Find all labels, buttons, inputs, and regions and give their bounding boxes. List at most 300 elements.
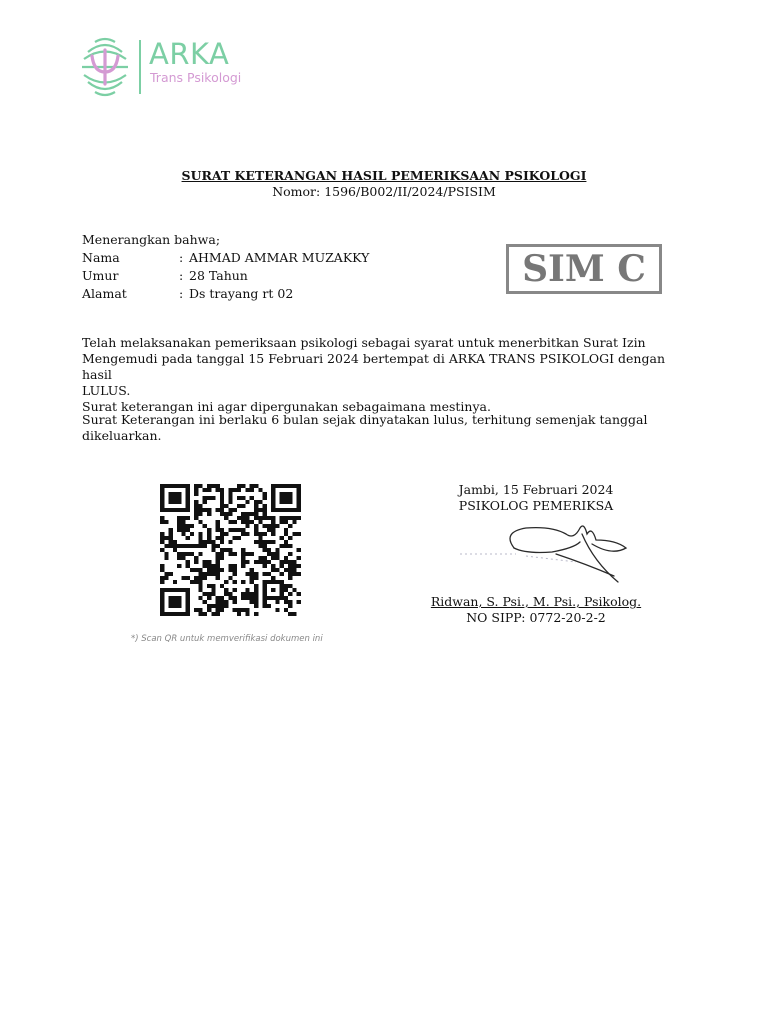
qr-module bbox=[207, 488, 211, 492]
qr-module bbox=[228, 496, 232, 500]
qr-module bbox=[181, 552, 185, 556]
qr-module bbox=[280, 500, 284, 504]
qr-module bbox=[288, 600, 292, 604]
qr-module bbox=[228, 528, 232, 532]
qr-module bbox=[245, 588, 249, 592]
qr-module bbox=[203, 500, 207, 504]
qr-module bbox=[263, 496, 267, 500]
qr-module bbox=[216, 596, 220, 600]
qr-module bbox=[207, 608, 211, 612]
qr-module bbox=[173, 588, 177, 592]
qr-module bbox=[254, 600, 258, 604]
qr-module bbox=[203, 488, 207, 492]
qr-module bbox=[284, 520, 288, 524]
qr-module bbox=[181, 516, 185, 520]
qr-module bbox=[245, 524, 249, 528]
qr-module bbox=[186, 488, 190, 492]
qr-module bbox=[297, 492, 301, 496]
qr-module bbox=[198, 552, 202, 556]
qr-module bbox=[280, 580, 284, 584]
qr-module bbox=[297, 564, 301, 568]
license-type-box bbox=[506, 244, 662, 294]
qr-module bbox=[198, 612, 202, 616]
qr-module bbox=[181, 484, 185, 488]
qr-module bbox=[284, 532, 288, 536]
qr-module bbox=[220, 528, 224, 532]
qr-module bbox=[250, 580, 254, 584]
qr-module bbox=[284, 492, 288, 496]
qr-module bbox=[169, 596, 173, 600]
statement-paragraph bbox=[82, 335, 694, 415]
qr-module bbox=[250, 552, 254, 556]
qr-module bbox=[292, 520, 296, 524]
qr-module bbox=[216, 488, 220, 492]
qr-module bbox=[233, 568, 237, 572]
field-label: Umur bbox=[82, 268, 119, 283]
qr-module bbox=[160, 484, 164, 488]
qr-module bbox=[292, 612, 296, 616]
qr-module bbox=[194, 544, 198, 548]
document-number: Nomor: 1596/B002/II/2024/PSISIM bbox=[272, 184, 496, 199]
field-row-alamat bbox=[82, 286, 293, 301]
qr-module bbox=[280, 596, 284, 600]
qr-module bbox=[211, 540, 215, 544]
qr-module bbox=[194, 568, 198, 572]
qr-module bbox=[211, 612, 215, 616]
qr-module bbox=[275, 568, 279, 572]
qr-module bbox=[207, 560, 211, 564]
qr-module bbox=[160, 592, 164, 596]
qr-module bbox=[297, 548, 301, 552]
qr-module bbox=[186, 528, 190, 532]
qr-module bbox=[284, 600, 288, 604]
qr-module bbox=[169, 572, 173, 576]
qr-module bbox=[186, 592, 190, 596]
qr-module bbox=[207, 596, 211, 600]
qr-module bbox=[173, 508, 177, 512]
qr-module bbox=[254, 612, 258, 616]
qr-module bbox=[280, 572, 284, 576]
qr-module bbox=[220, 488, 224, 492]
qr-module bbox=[203, 564, 207, 568]
qr-module bbox=[194, 560, 198, 564]
qr-module bbox=[241, 516, 245, 520]
qr-module bbox=[280, 564, 284, 568]
qr-module bbox=[173, 540, 177, 544]
qr-module bbox=[284, 596, 288, 600]
qr-module bbox=[177, 552, 181, 556]
qr-module bbox=[198, 608, 202, 612]
qr-module bbox=[284, 560, 288, 564]
qr-module bbox=[211, 584, 215, 588]
qr-module bbox=[271, 504, 275, 508]
qr-module bbox=[164, 588, 168, 592]
qr-module bbox=[284, 496, 288, 500]
field-row-nama bbox=[82, 250, 369, 265]
qr-module bbox=[207, 604, 211, 608]
qr-module bbox=[220, 600, 224, 604]
qr-module bbox=[203, 612, 207, 616]
qr-module bbox=[288, 612, 292, 616]
qr-module bbox=[267, 580, 271, 584]
qr-module bbox=[233, 552, 237, 556]
qr-module bbox=[190, 580, 194, 584]
signature-role: PSIKOLOG PEMERIKSA bbox=[458, 498, 614, 513]
qr-module bbox=[271, 588, 275, 592]
qr-module bbox=[254, 500, 258, 504]
qr-module bbox=[220, 604, 224, 608]
qr-module bbox=[173, 548, 177, 552]
qr-module bbox=[263, 512, 267, 516]
validity-line: dikeluarkan. bbox=[82, 428, 162, 443]
qr-module bbox=[216, 612, 220, 616]
qr-module bbox=[228, 548, 232, 552]
qr-module bbox=[250, 484, 254, 488]
statement-line: Surat keterangan ini agar dipergunakan sebagaimana mestinya. bbox=[82, 399, 491, 414]
qr-module bbox=[254, 516, 258, 520]
qr-module bbox=[288, 576, 292, 580]
qr-module bbox=[267, 548, 271, 552]
qr-module bbox=[224, 588, 228, 592]
qr-module bbox=[280, 592, 284, 596]
qr-module bbox=[198, 520, 202, 524]
qr-module bbox=[194, 488, 198, 492]
qr-module bbox=[169, 588, 173, 592]
qr-module bbox=[220, 504, 224, 508]
qr-module bbox=[164, 552, 168, 556]
qr-module bbox=[160, 496, 164, 500]
qr-module bbox=[233, 580, 237, 584]
qr-module bbox=[241, 564, 245, 568]
qr-module bbox=[263, 604, 267, 608]
qr-module bbox=[233, 488, 237, 492]
qr-module bbox=[258, 532, 262, 536]
qr-module bbox=[284, 540, 288, 544]
qr-module bbox=[207, 484, 211, 488]
qr-module bbox=[271, 528, 275, 532]
qr-module bbox=[190, 532, 194, 536]
qr-module bbox=[258, 500, 262, 504]
qr-module bbox=[186, 560, 190, 564]
qr-module bbox=[271, 500, 275, 504]
qr-module bbox=[181, 544, 185, 548]
qr-module bbox=[220, 568, 224, 572]
qr-module bbox=[271, 540, 275, 544]
qr-module bbox=[233, 596, 237, 600]
qr-module bbox=[228, 592, 232, 596]
qr-module bbox=[160, 492, 164, 496]
qr-module bbox=[250, 520, 254, 524]
qr-module bbox=[271, 492, 275, 496]
qr-module bbox=[288, 536, 292, 540]
qr-module bbox=[275, 556, 279, 560]
qr-module bbox=[284, 568, 288, 572]
qr-module bbox=[198, 512, 202, 516]
validity-line: Surat Keterangan ini berlaku 6 bulan sejak dinyatakan lulus, terhitung semenjak tanggal bbox=[82, 412, 648, 427]
qr-module bbox=[280, 516, 284, 520]
qr-module bbox=[288, 564, 292, 568]
qr-module bbox=[263, 532, 267, 536]
qr-module bbox=[275, 608, 279, 612]
qr-module bbox=[177, 556, 181, 560]
qr-module bbox=[241, 596, 245, 600]
qr-module bbox=[186, 564, 190, 568]
qr-module bbox=[220, 540, 224, 544]
qr-module bbox=[258, 536, 262, 540]
qr-module bbox=[241, 548, 245, 552]
qr-module bbox=[288, 584, 292, 588]
qr-module bbox=[228, 568, 232, 572]
qr-module bbox=[241, 592, 245, 596]
qr-module bbox=[160, 568, 164, 572]
qr-module bbox=[216, 484, 220, 488]
qr-module bbox=[173, 484, 177, 488]
qr-module bbox=[164, 572, 168, 576]
qr-module bbox=[190, 568, 194, 572]
qr-code-icon[interactable] bbox=[160, 484, 301, 616]
qr-module bbox=[271, 516, 275, 520]
qr-module bbox=[292, 572, 296, 576]
qr-module bbox=[245, 608, 249, 612]
qr-module bbox=[245, 532, 249, 536]
qr-module bbox=[267, 540, 271, 544]
qr-module bbox=[186, 496, 190, 500]
field-colon: : bbox=[179, 250, 184, 265]
qr-module bbox=[288, 508, 292, 512]
qr-module bbox=[160, 608, 164, 612]
logo-subtitle: Trans Psikologi bbox=[150, 70, 242, 85]
qr-module bbox=[164, 576, 168, 580]
qr-module bbox=[284, 556, 288, 560]
qr-module bbox=[233, 608, 237, 612]
qr-module bbox=[186, 596, 190, 600]
qr-module bbox=[271, 496, 275, 500]
qr-module bbox=[173, 612, 177, 616]
qr-module bbox=[250, 496, 254, 500]
qr-module bbox=[207, 540, 211, 544]
qr-module bbox=[169, 508, 173, 512]
qr-module bbox=[258, 556, 262, 560]
qr-module bbox=[186, 552, 190, 556]
qr-module bbox=[207, 564, 211, 568]
field-value: 28 Tahun bbox=[189, 268, 248, 283]
qr-module bbox=[284, 516, 288, 520]
qr-module bbox=[280, 496, 284, 500]
qr-module bbox=[241, 552, 245, 556]
qr-module bbox=[263, 524, 267, 528]
qr-module bbox=[254, 592, 258, 596]
qr-module bbox=[254, 576, 258, 580]
qr-module bbox=[169, 612, 173, 616]
license-type: SIM C bbox=[522, 248, 646, 290]
qr-module bbox=[258, 508, 262, 512]
qr-module bbox=[207, 568, 211, 572]
qr-module bbox=[263, 556, 267, 560]
qr-module bbox=[254, 484, 258, 488]
qr-module bbox=[173, 492, 177, 496]
qr-module bbox=[224, 516, 228, 520]
logo-name: ARKA bbox=[149, 37, 230, 71]
qr-module bbox=[263, 588, 267, 592]
qr-module bbox=[288, 604, 292, 608]
qr-module bbox=[216, 524, 220, 528]
qr-module bbox=[177, 596, 181, 600]
qr-module bbox=[288, 568, 292, 572]
qr-module bbox=[164, 520, 168, 524]
document-title: SURAT KETERANGAN HASIL PEMERIKSAAN PSIKOLOGI bbox=[181, 168, 587, 183]
qr-module bbox=[284, 584, 288, 588]
qr-module bbox=[271, 484, 275, 488]
qr-module bbox=[250, 488, 254, 492]
qr-module bbox=[164, 484, 168, 488]
qr-module bbox=[250, 576, 254, 580]
qr-module bbox=[263, 504, 267, 508]
qr-module bbox=[241, 532, 245, 536]
qr-module bbox=[292, 532, 296, 536]
qr-module bbox=[194, 500, 198, 504]
qr-module bbox=[203, 544, 207, 548]
qr-module bbox=[211, 588, 215, 592]
qr-module bbox=[207, 584, 211, 588]
qr-module bbox=[288, 552, 292, 556]
qr-module bbox=[263, 600, 267, 604]
qr-module bbox=[228, 552, 232, 556]
qr-module bbox=[216, 520, 220, 524]
qr-module bbox=[263, 564, 267, 568]
qr-module bbox=[211, 496, 215, 500]
qr-module bbox=[207, 496, 211, 500]
qr-module bbox=[203, 576, 207, 580]
qr-module bbox=[198, 504, 202, 508]
qr-module bbox=[160, 612, 164, 616]
qr-module bbox=[237, 536, 241, 540]
qr-module bbox=[297, 556, 301, 560]
qr-module bbox=[216, 604, 220, 608]
qr-module bbox=[190, 524, 194, 528]
qr-module bbox=[237, 496, 241, 500]
qr-module bbox=[288, 592, 292, 596]
qr-module bbox=[237, 484, 241, 488]
qr-module bbox=[177, 500, 181, 504]
qr-module bbox=[181, 556, 185, 560]
qr-module bbox=[160, 500, 164, 504]
qr-module bbox=[233, 572, 237, 576]
qr-module bbox=[220, 556, 224, 560]
qr-module bbox=[186, 588, 190, 592]
qr-module bbox=[280, 520, 284, 524]
qr-module bbox=[198, 544, 202, 548]
qr-module bbox=[237, 612, 241, 616]
qr-module bbox=[211, 568, 215, 572]
qr-module bbox=[186, 544, 190, 548]
qr-module bbox=[228, 596, 232, 600]
qr-module bbox=[211, 544, 215, 548]
qr-module bbox=[258, 544, 262, 548]
qr-module bbox=[181, 528, 185, 532]
qr-module bbox=[194, 492, 198, 496]
qr-module bbox=[203, 592, 207, 596]
qr-module bbox=[254, 508, 258, 512]
qr-module bbox=[186, 492, 190, 496]
qr-module bbox=[271, 564, 275, 568]
field-label: Nama bbox=[82, 250, 120, 265]
qr-module bbox=[190, 552, 194, 556]
qr-module bbox=[245, 512, 249, 516]
qr-module bbox=[173, 604, 177, 608]
qr-module bbox=[220, 596, 224, 600]
qr-module bbox=[263, 592, 267, 596]
qr-module bbox=[237, 504, 241, 508]
qr-module bbox=[198, 572, 202, 576]
qr-module bbox=[241, 512, 245, 516]
qr-module bbox=[169, 532, 173, 536]
qr-module bbox=[224, 548, 228, 552]
qr-module bbox=[288, 560, 292, 564]
qr-module bbox=[194, 556, 198, 560]
qr-module bbox=[263, 516, 267, 520]
qr-module bbox=[211, 548, 215, 552]
qr-module bbox=[241, 608, 245, 612]
qr-module bbox=[181, 576, 185, 580]
qr-module bbox=[250, 596, 254, 600]
qr-module bbox=[220, 536, 224, 540]
qr-module bbox=[271, 580, 275, 584]
qr-module bbox=[267, 552, 271, 556]
qr-module bbox=[263, 584, 267, 588]
qr-module bbox=[186, 536, 190, 540]
qr-module bbox=[271, 556, 275, 560]
qr-module bbox=[271, 532, 275, 536]
qr-module bbox=[160, 532, 164, 536]
qr-module bbox=[177, 492, 181, 496]
qr-module bbox=[198, 484, 202, 488]
qr-module bbox=[228, 540, 232, 544]
qr-module bbox=[220, 496, 224, 500]
qr-module bbox=[186, 500, 190, 504]
qr-module bbox=[250, 600, 254, 604]
qr-module bbox=[263, 596, 267, 600]
signature-sipp: NO SIPP: 0772-20-2-2 bbox=[466, 610, 606, 625]
qr-module bbox=[169, 500, 173, 504]
qr-module bbox=[241, 528, 245, 532]
qr-module bbox=[160, 504, 164, 508]
qr-module bbox=[280, 536, 284, 540]
qr-module bbox=[254, 528, 258, 532]
qr-module bbox=[160, 508, 164, 512]
qr-module bbox=[267, 516, 271, 520]
qr-module bbox=[207, 512, 211, 516]
qr-module bbox=[284, 484, 288, 488]
qr-module bbox=[207, 592, 211, 596]
qr-module bbox=[263, 548, 267, 552]
qr-module bbox=[237, 516, 241, 520]
qr-module bbox=[203, 524, 207, 528]
qr-module bbox=[271, 488, 275, 492]
qr-module bbox=[216, 536, 220, 540]
qr-module bbox=[228, 488, 232, 492]
qr-module bbox=[220, 508, 224, 512]
qr-module bbox=[228, 564, 232, 568]
qr-module bbox=[160, 600, 164, 604]
qr-module bbox=[288, 484, 292, 488]
qr-module bbox=[211, 592, 215, 596]
qr-module bbox=[169, 484, 173, 488]
qr-module bbox=[258, 516, 262, 520]
qr-module bbox=[271, 568, 275, 572]
qr-module bbox=[263, 492, 267, 496]
qr-module bbox=[297, 504, 301, 508]
qr-module bbox=[169, 536, 173, 540]
